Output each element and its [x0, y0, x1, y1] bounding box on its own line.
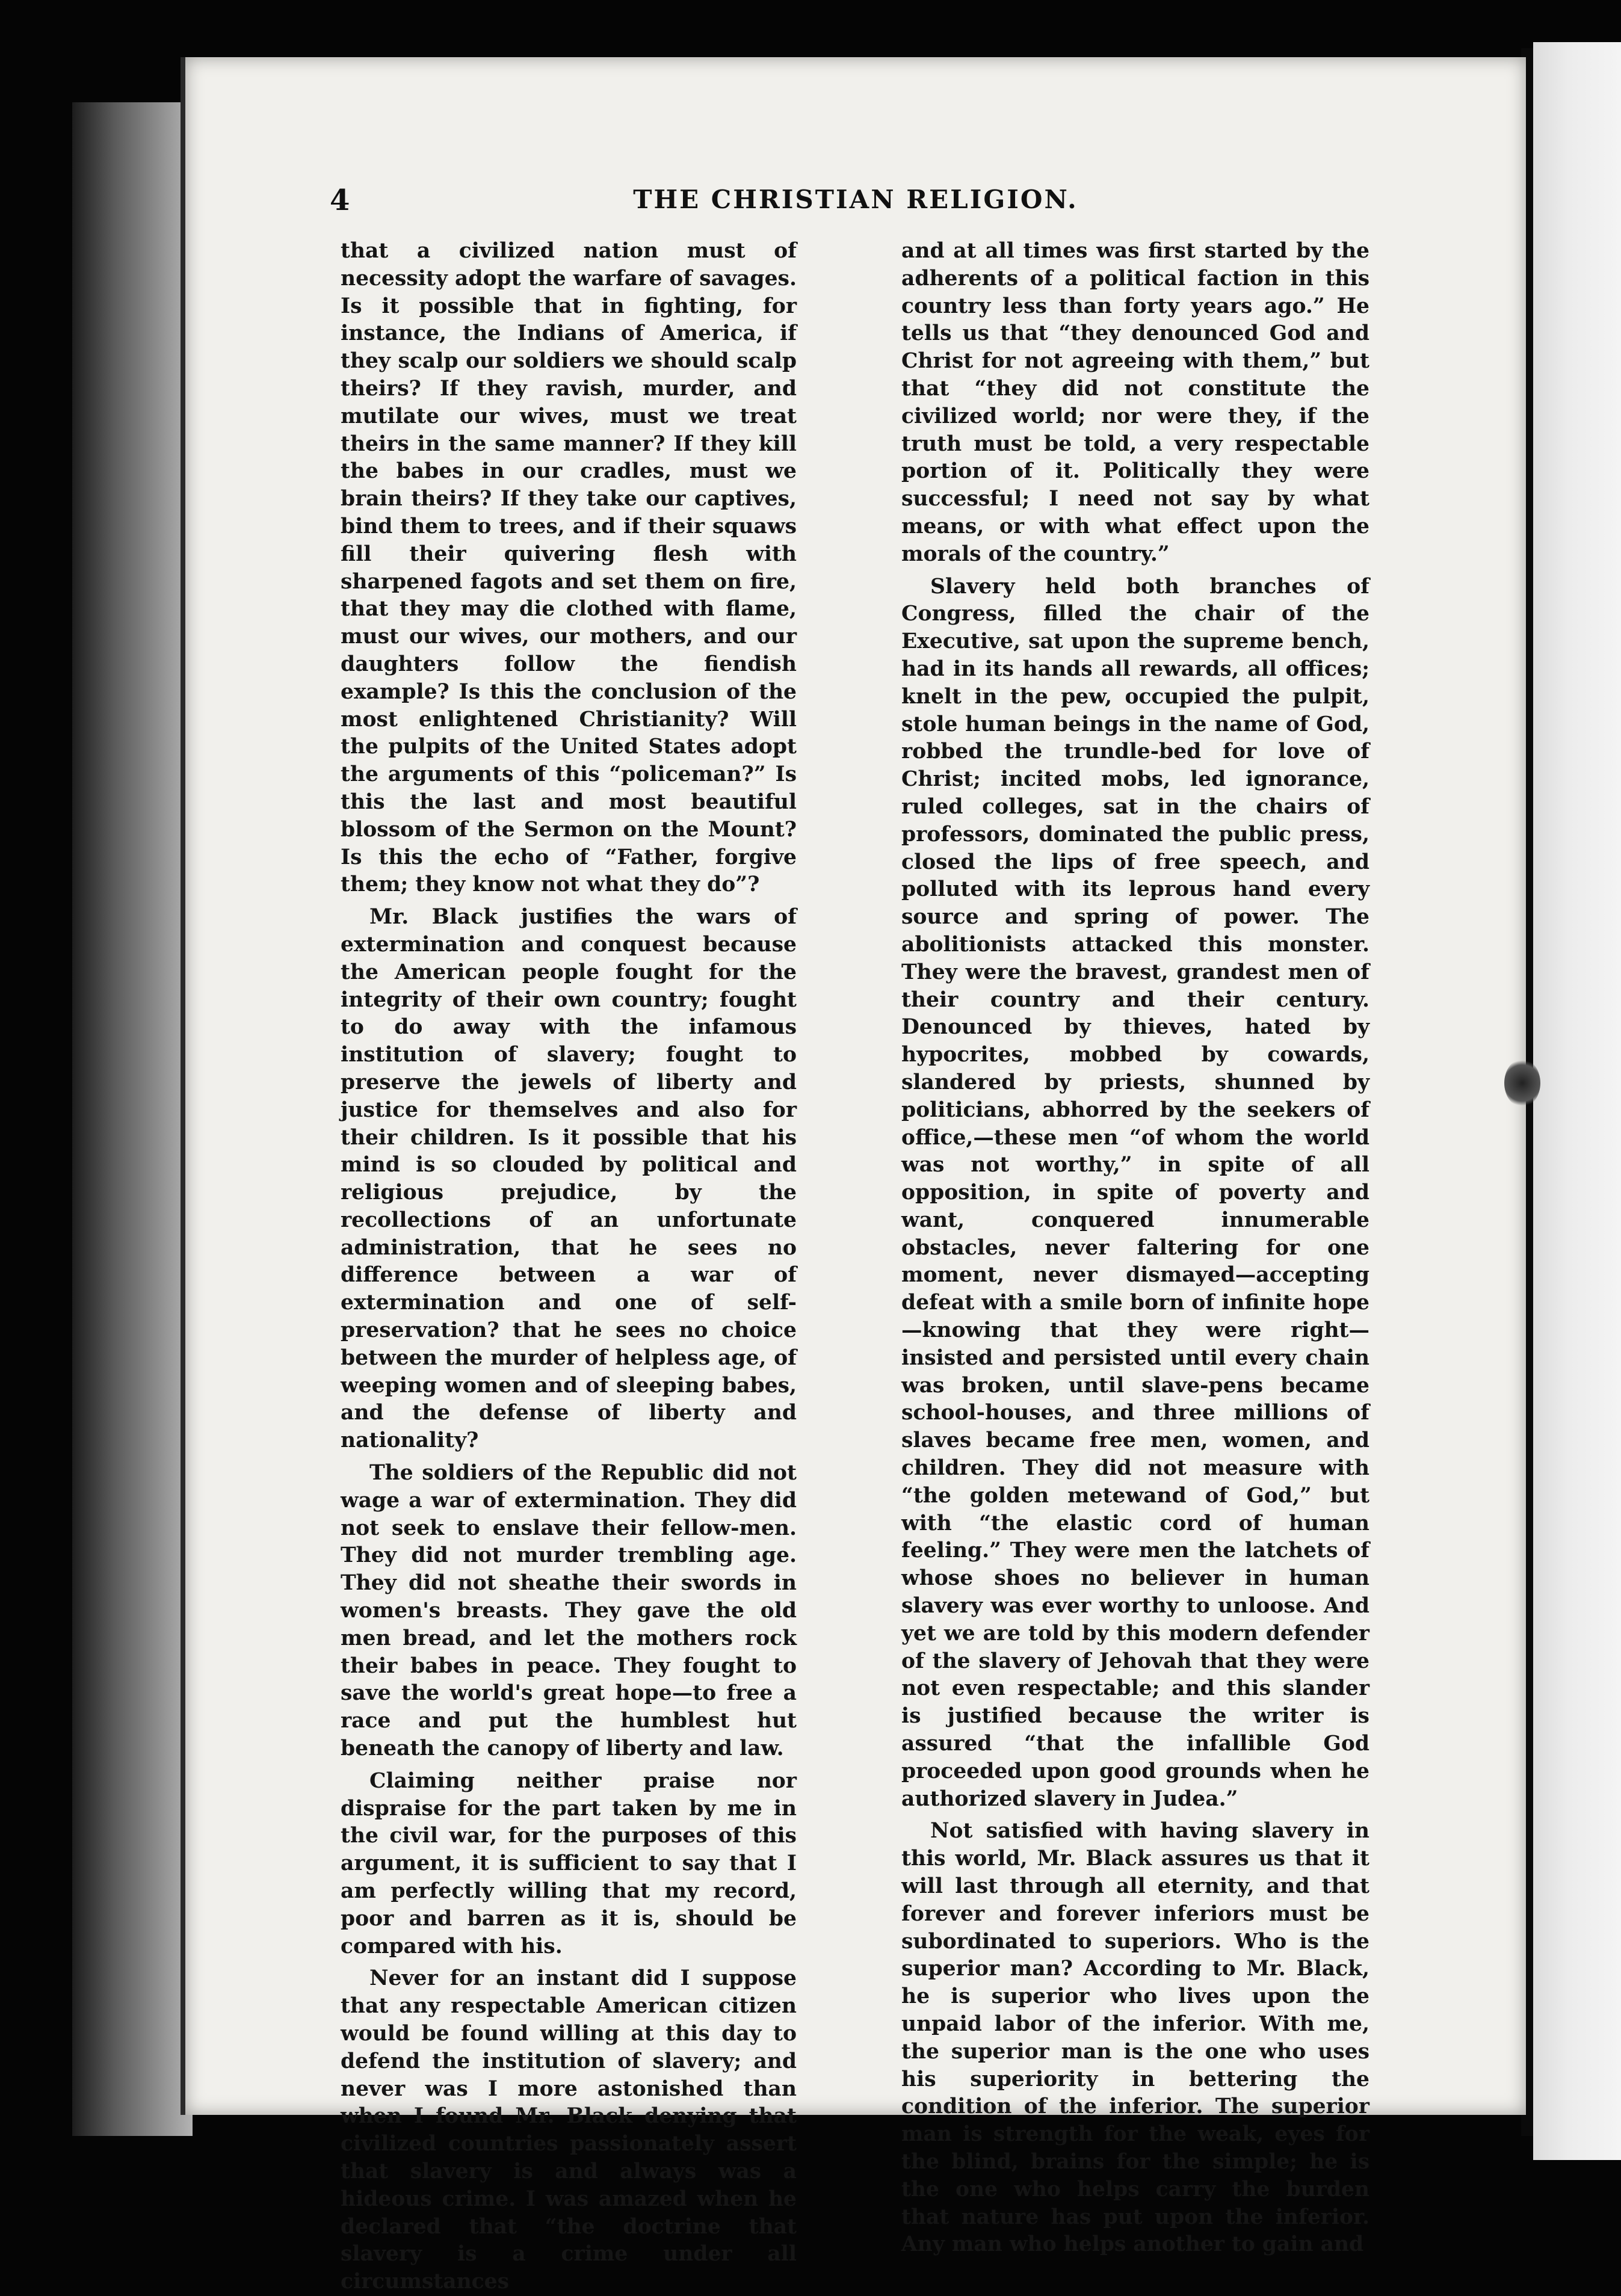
right-text-column: [901, 238, 1369, 2259]
right-paragraph-3: Not satisfied with having slavery in this world, Mr. Black assures us that it will last through all eternity, and that forever and forever inferiors must be subordinated to superiors. Who is the superior man? According to Mr. Black, he is superior who lives upon the unpaid labor of the inferior. With me, the superior man is the one who uses his superiority in bettering the condition of the inferior. The superior man is strength for the weak, eyes for the blind, brains for the simple; he is the one who helps carry the burden that nature has put upon the inferior. Any man who helps another to gain and: [901, 1819, 1369, 2257]
left-text-column: [341, 238, 797, 2296]
left-paragraph-2: Mr. Black justifies the wars of extermination and conquest because the American people fought for the integrity of their own country; fought to do away with the infamous institution of slavery; fought to preserve the jewels of liberty and justice for themselves and also for their children. Is it possible that his mind is so clouded by political and religious prejudice, by the recollections of an unfortunate administration, that he sees no difference between a war of extermination and one of self-preservation? that he sees no choice between the murder of helpless age, of weeping women and of sleeping babes, and the defense of liberty and nationality?: [341, 905, 797, 1453]
right-paragraph-1: and at all times was first started by the adherents of a political faction in this country less than forty years ago.” He tells us that “they denounced God and Christ for not agreeing with them,” but that “they did not constitute the civilized world; nor were they, if the truth must be told, a very respectable portion of it. Politically they were successful; I need not say by what means, or with what effect upon the morals of the country.”: [901, 239, 1369, 566]
adjacent-page-sliver: [1533, 42, 1621, 2160]
document-page: [181, 57, 1526, 2294]
microfilm-left-margin: [72, 102, 193, 2136]
left-paragraph-5: Never for an instant did I suppose that any respectable American citizen would be found willing at this day to defend the institution of slavery; and never was I more astonished than when I found Mr. Black denying that civilized countries passionately assert that slavery is and always was a hideous crime. I was amazed when he declared that “the doctrine that slavery is a crime under all circumstances: [341, 1966, 797, 2294]
left-paragraph-3: The soldiers of the Republic did not wage a war of extermination. They did not seek to enslave their fellow-men. They did not murder trembling age. They did not sheathe their swords in women's breasts. They gave the old men bread, and let the mothers rock their babes in peace. They fought to save the world's great hope—to free a race and put the humblest hut beneath the canopy of liberty and law.: [341, 1461, 797, 1761]
left-paragraph-4: Claiming neither praise nor dispraise for the part taken by me in the civil war, for the purposes of this argument, it is sufficient to say that I am perfectly willing that my record, poor and barren as it is, should be compared with his.: [341, 1768, 797, 1958]
ink-blot-mark: [1504, 1059, 1540, 1107]
running-head: THE CHRISTIAN RELIGION.: [633, 185, 1078, 214]
page-number: 4: [330, 184, 350, 217]
left-paragraph-1: that a civilized nation must of necessity adopt the warfare of savages. Is it possible that in fighting, for instance, the Indians of America, if they scalp our soldiers we should scalp theirs? If they ravish, murder, and mutilate our wives, must we treat theirs in the same manner? If they kill the babes in our cradles, must we brain theirs? If they take our captives, bind them to trees, and if their squaws fill their quivering flesh with sharpened fagots and set them on fire, that they may die clothed with flame, must our wives, our mothers, and our daughters follow the fiendish example? Is this the conclusion of the most enlightened Christianity? Will the pulpits of the United States adopt the arguments of this “policeman?” Is this the last and most beautiful blossom of the Sermon on the Mount? Is this the echo of “Father, forgive them; they know not what they do”?: [341, 239, 797, 897]
right-paragraph-2: Slavery held both branches of Congress, filled the chair of the Executive, sat upon the supreme bench, had in its hands all rewards, all offices; knelt in the pew, occupied the pulpit, stole human beings in the name of God, robbed the trundle-bed for love of Christ; incited mobs, led ignorance, ruled colleges, sat in the chairs of professors, dominated the public press, closed the lips of free speech, and polluted with its leprous hand every source and spring of power. The abolitionists attacked this monster. They were the bravest, grandest men of their country and their century. Denounced by thieves, hated by hypocrites, mobbed by cowards, slandered by priests, shunned by politicians, abhorred by the seekers of office,—these men “of whom the world was not worthy,” in spite of all opposition, in spite of poverty and want, conquered innumerable obstacles, never faltering for one moment, never dismayed—accepting defeat with a smile born of infinite hope—knowing that they were right—insisted and persisted until every chain was broken, until slave-pens became school-houses, and three millions of slaves became free men, women, and children. They did not measure with “the golden metewand of God,” but with “the elastic cord of human feeling.” They were men the latchets of whose shoes no believer in human slavery was ever worthy to unloose. And yet we are told by this modern defender of the slavery of Jehovah that they were not even respectable; and this slander is justified because the writer is assured “that the infallible God proceeded upon good grounds when he authorized slavery in Judea.”: [901, 574, 1369, 1811]
